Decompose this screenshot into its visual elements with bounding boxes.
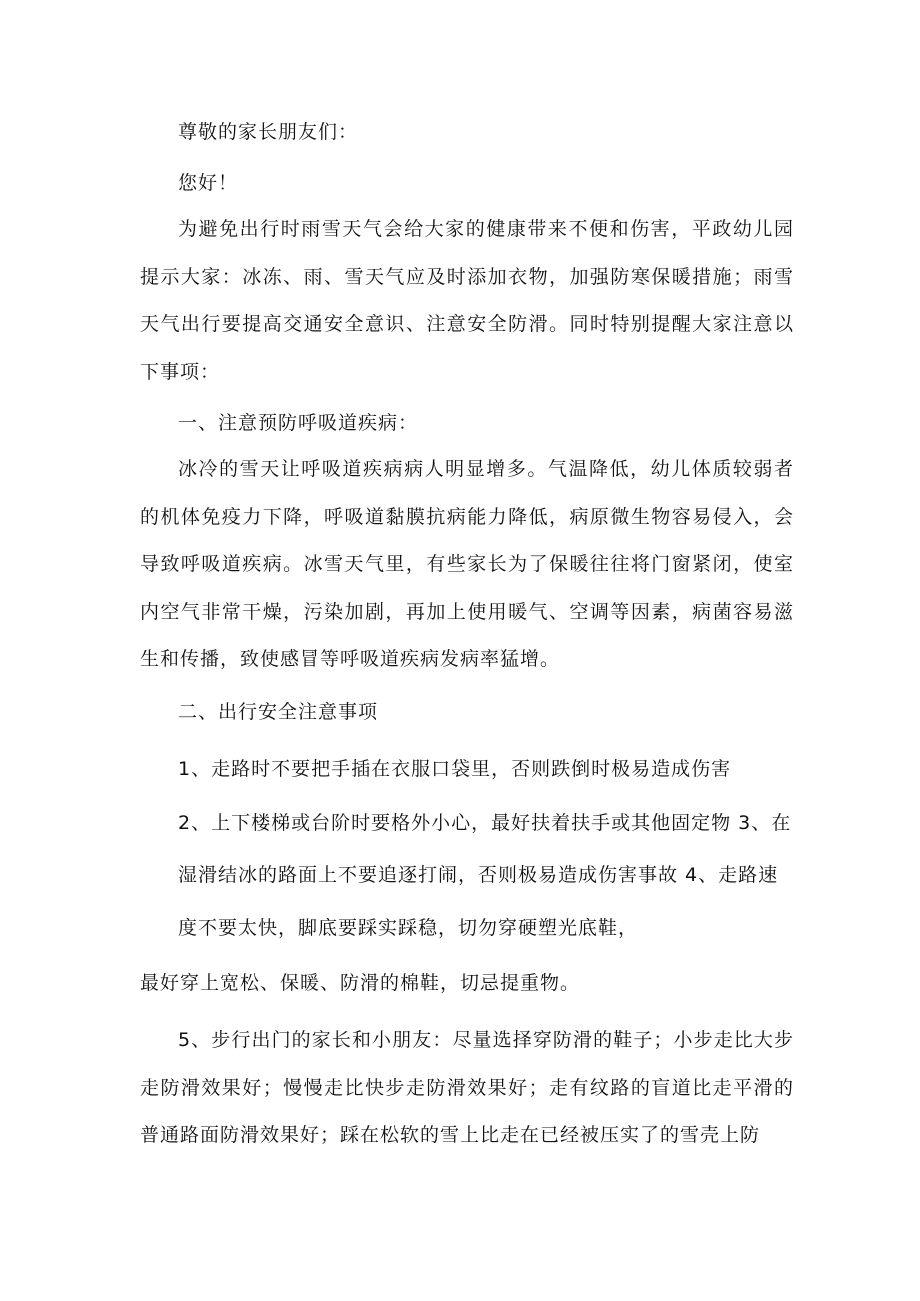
intro-paragraph: 为避免出行时雨雪天气会给大家的健康带来不便和伤害，平政幼儿园提示大家：冰冻、雨、雪天气应及时添加衣物，加强防寒保暖措施；雨雪天气出行要提高交通安全意识、注意安全防滑。同时特别提醒大家注意以下事项： bbox=[140, 218, 794, 383]
safety-item-2-line-4: 最好穿上宽松、保暖、防滑的棉鞋，切忌提重物。 bbox=[140, 972, 581, 994]
greeting: 尊敬的家长朋友们： bbox=[178, 121, 359, 143]
section-1-body: 冰冷的雪天让呼吸道疾病病人明显增多。气温降低，幼儿体质较弱者的机体免疫力下降，呼吸道黏膜抗病能力降低，病原微生物容易侵入，会导致呼吸道疾病。冰雪天气里，有些家长为了保暖往往将门窗紧闭，使室内空气非常干燥，污染加剧，再加上使用暖气、空调等因素，病菌容易滋生和传播，致使感冒等呼吸道疾病发病率猛增。 bbox=[140, 458, 794, 670]
salutation: 您好！ bbox=[178, 172, 239, 194]
safety-item-2-line-3: 度不要太快，脚底要踩实踩稳，切勿穿硬塑光底鞋， bbox=[178, 917, 639, 939]
safety-item-2-line-2: 湿滑结冰的路面上不要追逐打闹，否则极易造成伤害事故 4、走路速 bbox=[178, 864, 779, 886]
safety-item-5: 5、步行出门的家长和小朋友：尽量选择穿防滑的鞋子；小步走比大步走防滑效果好；慢慢走比快步走防滑效果好；走有纹路的盲道比走平滑的普通路面防滑效果好；踩在松软的雪上比走在已经被压实了的雪壳上防 bbox=[140, 1029, 794, 1146]
section-1-heading: 一、注意预防呼吸道疾病： bbox=[178, 412, 419, 434]
safety-item-1: 1、走路时不要把手插在衣服口袋里，否则跌倒时极易造成伤害 bbox=[178, 758, 732, 780]
section-2-heading: 二、出行安全注意事项 bbox=[178, 701, 379, 723]
safety-item-2-line-1: 2、上下楼梯或台阶时要格外小心，最好扶着扶手或其他固定物 3、在 bbox=[178, 812, 792, 834]
